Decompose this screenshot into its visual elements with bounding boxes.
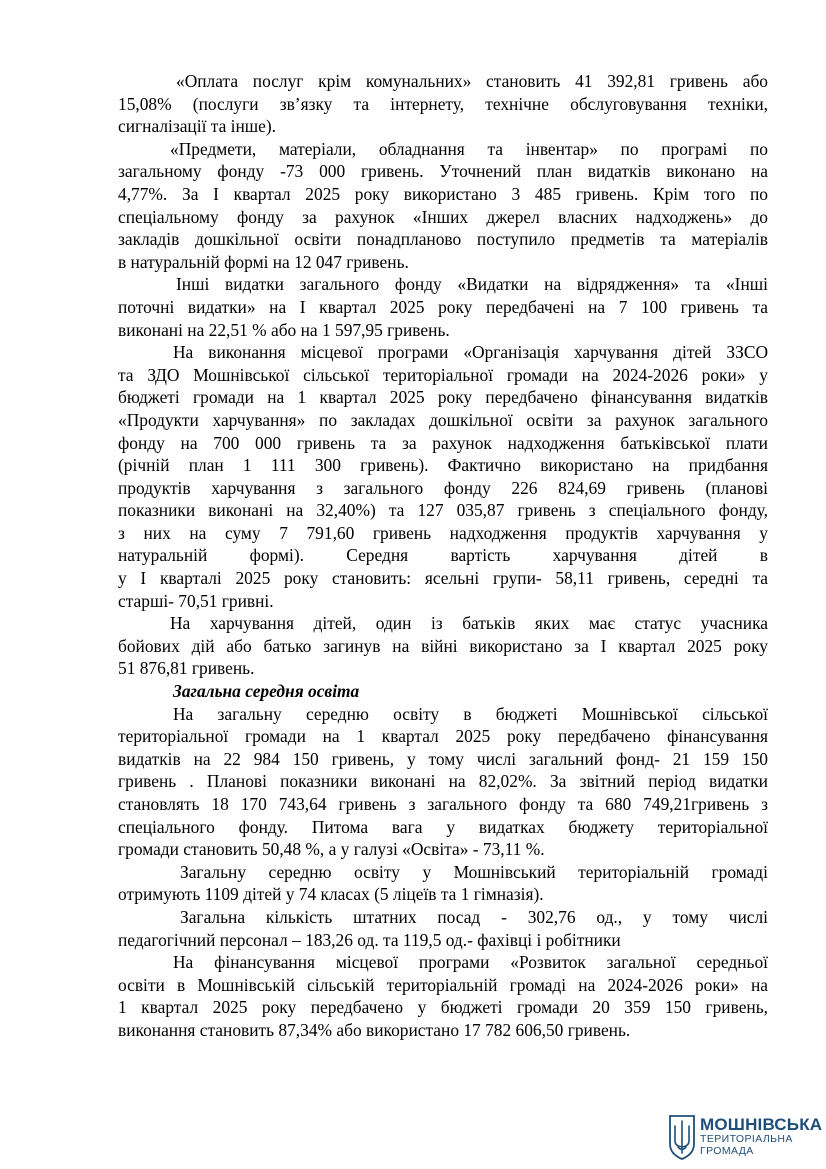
text-line: закладів дошкільної освіти понадпланово поступило предметів та матеріалів: [118, 229, 768, 250]
community-logo: [667, 1113, 823, 1163]
text-line: 1 квартал 2025 року передбачено у бюджеті громади 20 359 150 гривень,: [118, 997, 768, 1018]
text-line: бойових дій або батько загинув на війні використано за І квартал 2025 року: [118, 635, 768, 656]
text-line: освіти в Мошнівській сільській територіальній громаді на 2024-2026 роки» на: [118, 974, 768, 995]
logo-subtitle: ГРОМАДА: [700, 1144, 754, 1157]
text-line: старші- 70,51 гривні.: [118, 590, 274, 611]
text-line: педагогічний персонал – 183,26 од. та 119,5 од.- фахівці і робітники: [118, 929, 621, 950]
paragraph-materials: [118, 138, 768, 274]
text-line: громади становить 50,48 %, а у галузі «Освіта» - 73,11 %.: [118, 839, 545, 860]
text-line: 51 876,81 гривень.: [118, 658, 255, 679]
document-page: [118, 70, 768, 1042]
logo-title: МОШНІВСЬКА: [700, 1115, 823, 1134]
text-line: На загальну середню освіту в бюджеті Мошнівської сільської: [173, 703, 768, 724]
text-line: отримують 1109 дітей у 74 класах (5 ліцеїв та 1 гімназія).: [118, 884, 544, 905]
text-line: фонду на 700 000 гривень та за рахунок надходження батьківської плати: [118, 432, 768, 453]
text-line: натуральній формі). Середня вартість харчування дітей в: [118, 545, 768, 566]
logo-subtitle: ТЕРИТОРІАЛЬНА: [700, 1133, 793, 1145]
paragraph-education-program: [118, 951, 768, 1041]
text-line: На виконання місцевої програми «Організація харчування дітей ЗЗСО: [173, 342, 768, 363]
text-line: продуктів харчування з загального фонду 226 824,69 гривень (планові: [118, 477, 768, 498]
text-line: загальному фонду -73 000 гривень. Уточнений план видатків виконано на: [118, 161, 768, 182]
text-line: «Предмети, матеріали, обладнання та інвентар» по програмі по: [170, 138, 768, 159]
paragraph-students: [118, 861, 768, 906]
section-heading: Загальна середня освіта: [173, 681, 360, 702]
text-line: сигналізації та інше).: [118, 116, 277, 137]
text-line: в натуральній формі на 12 047 гривень.: [118, 251, 409, 272]
text-line: (річній план 1 111 300 гривень). Фактично використано на придбання: [118, 455, 768, 476]
text-line: у І кварталі 2025 року становить: ясельні групи- 58,11 гривень, середні та: [118, 568, 768, 589]
text-line: Інші видатки загального фонду «Видатки на відрядження» та «Інші: [176, 274, 768, 295]
text-line: 15,08% (послуги зв’язку та інтернету, технічне обслуговування техніки,: [118, 93, 768, 114]
text-line: спеціального фонду. Питома вага у видатках бюджету територіальної: [118, 816, 768, 837]
text-line: «Продукти харчування» по закладах дошкільної освіти за рахунок загального: [118, 409, 768, 430]
paragraph-nutrition-program: [118, 341, 768, 612]
text-line: гривень . Планові показники виконані на 82,02%. За звітний період видатки: [118, 771, 768, 792]
text-line: виконання становить 87,34% або використано 17 782 606,50 гривень.: [118, 1019, 631, 1040]
text-line: На фінансування місцевої програми «Розвиток загальної середньої: [173, 952, 768, 973]
text-line: На харчування дітей, один із батьків яких має статус учасника: [170, 613, 768, 634]
text-line: та ЗДО Мошнівської сільської територіальної громади на 2024-2026 роки» у: [118, 364, 768, 385]
paragraph-staff: [118, 906, 768, 951]
text-line: з них на суму 7 791,60 гривень надходження продуктів харчування у: [118, 522, 768, 543]
text-line: виконані на 22,51 % або на 1 597,95 гривень.: [118, 319, 450, 340]
paragraph-services: [118, 70, 768, 138]
text-line: Загальна кількість штатних посад - 302,76 од., у тому числі: [180, 906, 768, 927]
logo-text: [700, 1116, 822, 1156]
text-line: Загальну середню освіту у Мошнівський територіальній громаді: [180, 861, 768, 882]
text-line: спеціальному фонду за рахунок «Інших джерел власних надходжень» до: [118, 206, 768, 227]
paragraph-other-expenses: [118, 273, 768, 341]
trident-emblem-icon: [667, 1114, 697, 1160]
text-line: показники виконані на 32,40%) та 127 035,87 гривень з спеціального фонду,: [118, 500, 768, 521]
text-line: становлять 18 170 743,64 гривень з загального фонду та 680 749,21гривень з: [118, 794, 768, 814]
text-line: видатків на 22 984 150 гривень, у тому числі загальний фонд- 21 159 150: [118, 748, 768, 769]
paragraph-general-education-budget: [118, 703, 768, 861]
text-line: «Оплата послуг крім комунальних» становить 41 392,81 гривень або: [176, 71, 768, 91]
text-line: 4,77%. За І квартал 2025 року використано 3 485 гривень. Крім того по: [118, 183, 768, 204]
text-line: бюджеті громади на 1 квартал 2025 року передбачено фінансування видатків: [118, 387, 768, 408]
text-line: територіальної громади на 1 квартал 2025 року передбачено фінансування: [118, 726, 768, 747]
paragraph-veterans-children: [118, 612, 768, 680]
text-line: поточні видатки» на І квартал 2025 року передбачені на 7 100 гривень та: [118, 296, 768, 317]
